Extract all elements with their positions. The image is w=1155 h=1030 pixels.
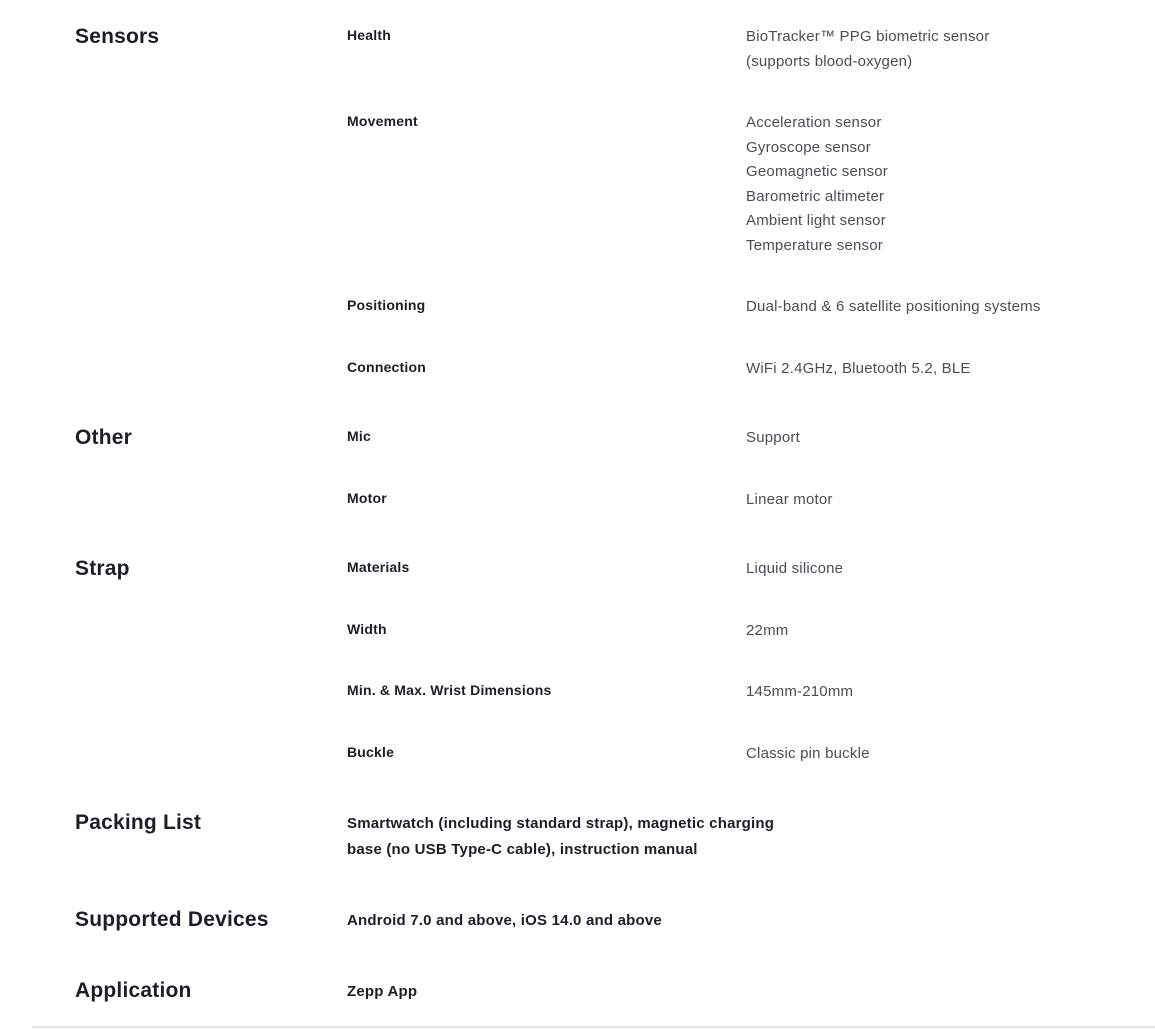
spec-value-line: BioTracker™ PPG biometric sensor <box>746 28 990 45</box>
spec-label-width: Width <box>347 620 387 637</box>
spec-row <box>75 742 1155 767</box>
spec-row <box>75 418 1155 451</box>
spec-label-wrist-dimensions: Min. & Max. Wrist Dimensions <box>347 682 552 698</box>
spec-value <box>746 426 1155 451</box>
spec-row <box>75 680 1155 705</box>
spec-row <box>75 900 1155 934</box>
spec-value-line: Dual-band & 6 satellite positioning systems <box>746 298 1041 315</box>
spec-row <box>75 488 1155 513</box>
spec-wide-text <box>347 908 1155 934</box>
spec-value-line: Temperature sensor <box>746 236 883 254</box>
spec-value <box>746 680 1155 705</box>
spec-value <box>746 295 1155 320</box>
section-heading-application: Application <box>75 979 192 1002</box>
spec-value <box>746 742 1155 767</box>
spec-row <box>75 971 1155 1005</box>
spec-value <box>746 357 1155 382</box>
spec-label-motor: Motor <box>347 489 387 506</box>
spec-label-materials: Materials <box>347 559 410 575</box>
spec-value-line: Zepp App <box>347 983 418 1000</box>
spec-value-line: 22mm <box>746 621 789 639</box>
spec-row <box>75 619 1155 644</box>
spec-value-line: base (no USB Type-C cable), instruction manual <box>347 841 698 858</box>
section-heading-sensors: Sensors <box>75 25 160 48</box>
spec-value-line: WiFi 2.4GHz, Bluetooth 5.2, BLE <box>746 359 971 377</box>
spec-value-line: Liquid silicone <box>746 560 844 577</box>
spec-value-line: (supports blood-oxygen) <box>746 52 913 70</box>
spec-label-health: Health <box>347 27 391 43</box>
spec-label-movement: Movement <box>347 113 418 129</box>
spec-label-buckle: Buckle <box>347 743 395 760</box>
spec-value-line: Acceleration sensor <box>746 114 882 131</box>
spec-value <box>746 619 1155 644</box>
bottom-divider <box>32 1026 1155 1028</box>
spec-value-line: Ambient light sensor <box>746 212 886 229</box>
spec-value <box>746 488 1155 513</box>
spec-value-line: Support <box>746 429 800 446</box>
spec-value-line: Linear motor <box>746 490 833 508</box>
spec-label-mic: Mic <box>347 428 371 444</box>
spec-value <box>746 111 1155 258</box>
spec-value-line: Android 7.0 and above, iOS 14.0 and above <box>347 912 662 929</box>
spec-value-line: Classic pin buckle <box>746 744 870 762</box>
spec-value-line: Gyroscope sensor <box>746 138 871 156</box>
spec-value-line: 145mm-210mm <box>746 683 854 700</box>
spec-value <box>746 557 1155 582</box>
spec-row <box>75 549 1155 582</box>
spec-value-line: Barometric altimeter <box>746 187 885 205</box>
spec-wide-text <box>347 811 1155 863</box>
spec-value-line: Smartwatch (including standard strap), magnetic charging <box>347 815 775 832</box>
spec-row <box>75 803 1155 863</box>
spec-row <box>75 357 1155 382</box>
spec-row <box>75 111 1155 258</box>
section-heading-supported-devices: Supported Devices <box>75 908 269 931</box>
spec-row <box>75 295 1155 320</box>
spec-row <box>75 25 1155 74</box>
section-heading-other: Other <box>75 426 133 449</box>
spec-value-line: Geomagnetic sensor <box>746 163 889 180</box>
spec-label-connection: Connection <box>347 358 426 375</box>
spec-label-positioning: Positioning <box>347 297 426 313</box>
spec-wide-text <box>347 979 1155 1005</box>
section-heading-strap: Strap <box>75 557 130 580</box>
spec-value <box>746 25 1155 74</box>
section-heading-packing-list: Packing List <box>75 811 202 834</box>
